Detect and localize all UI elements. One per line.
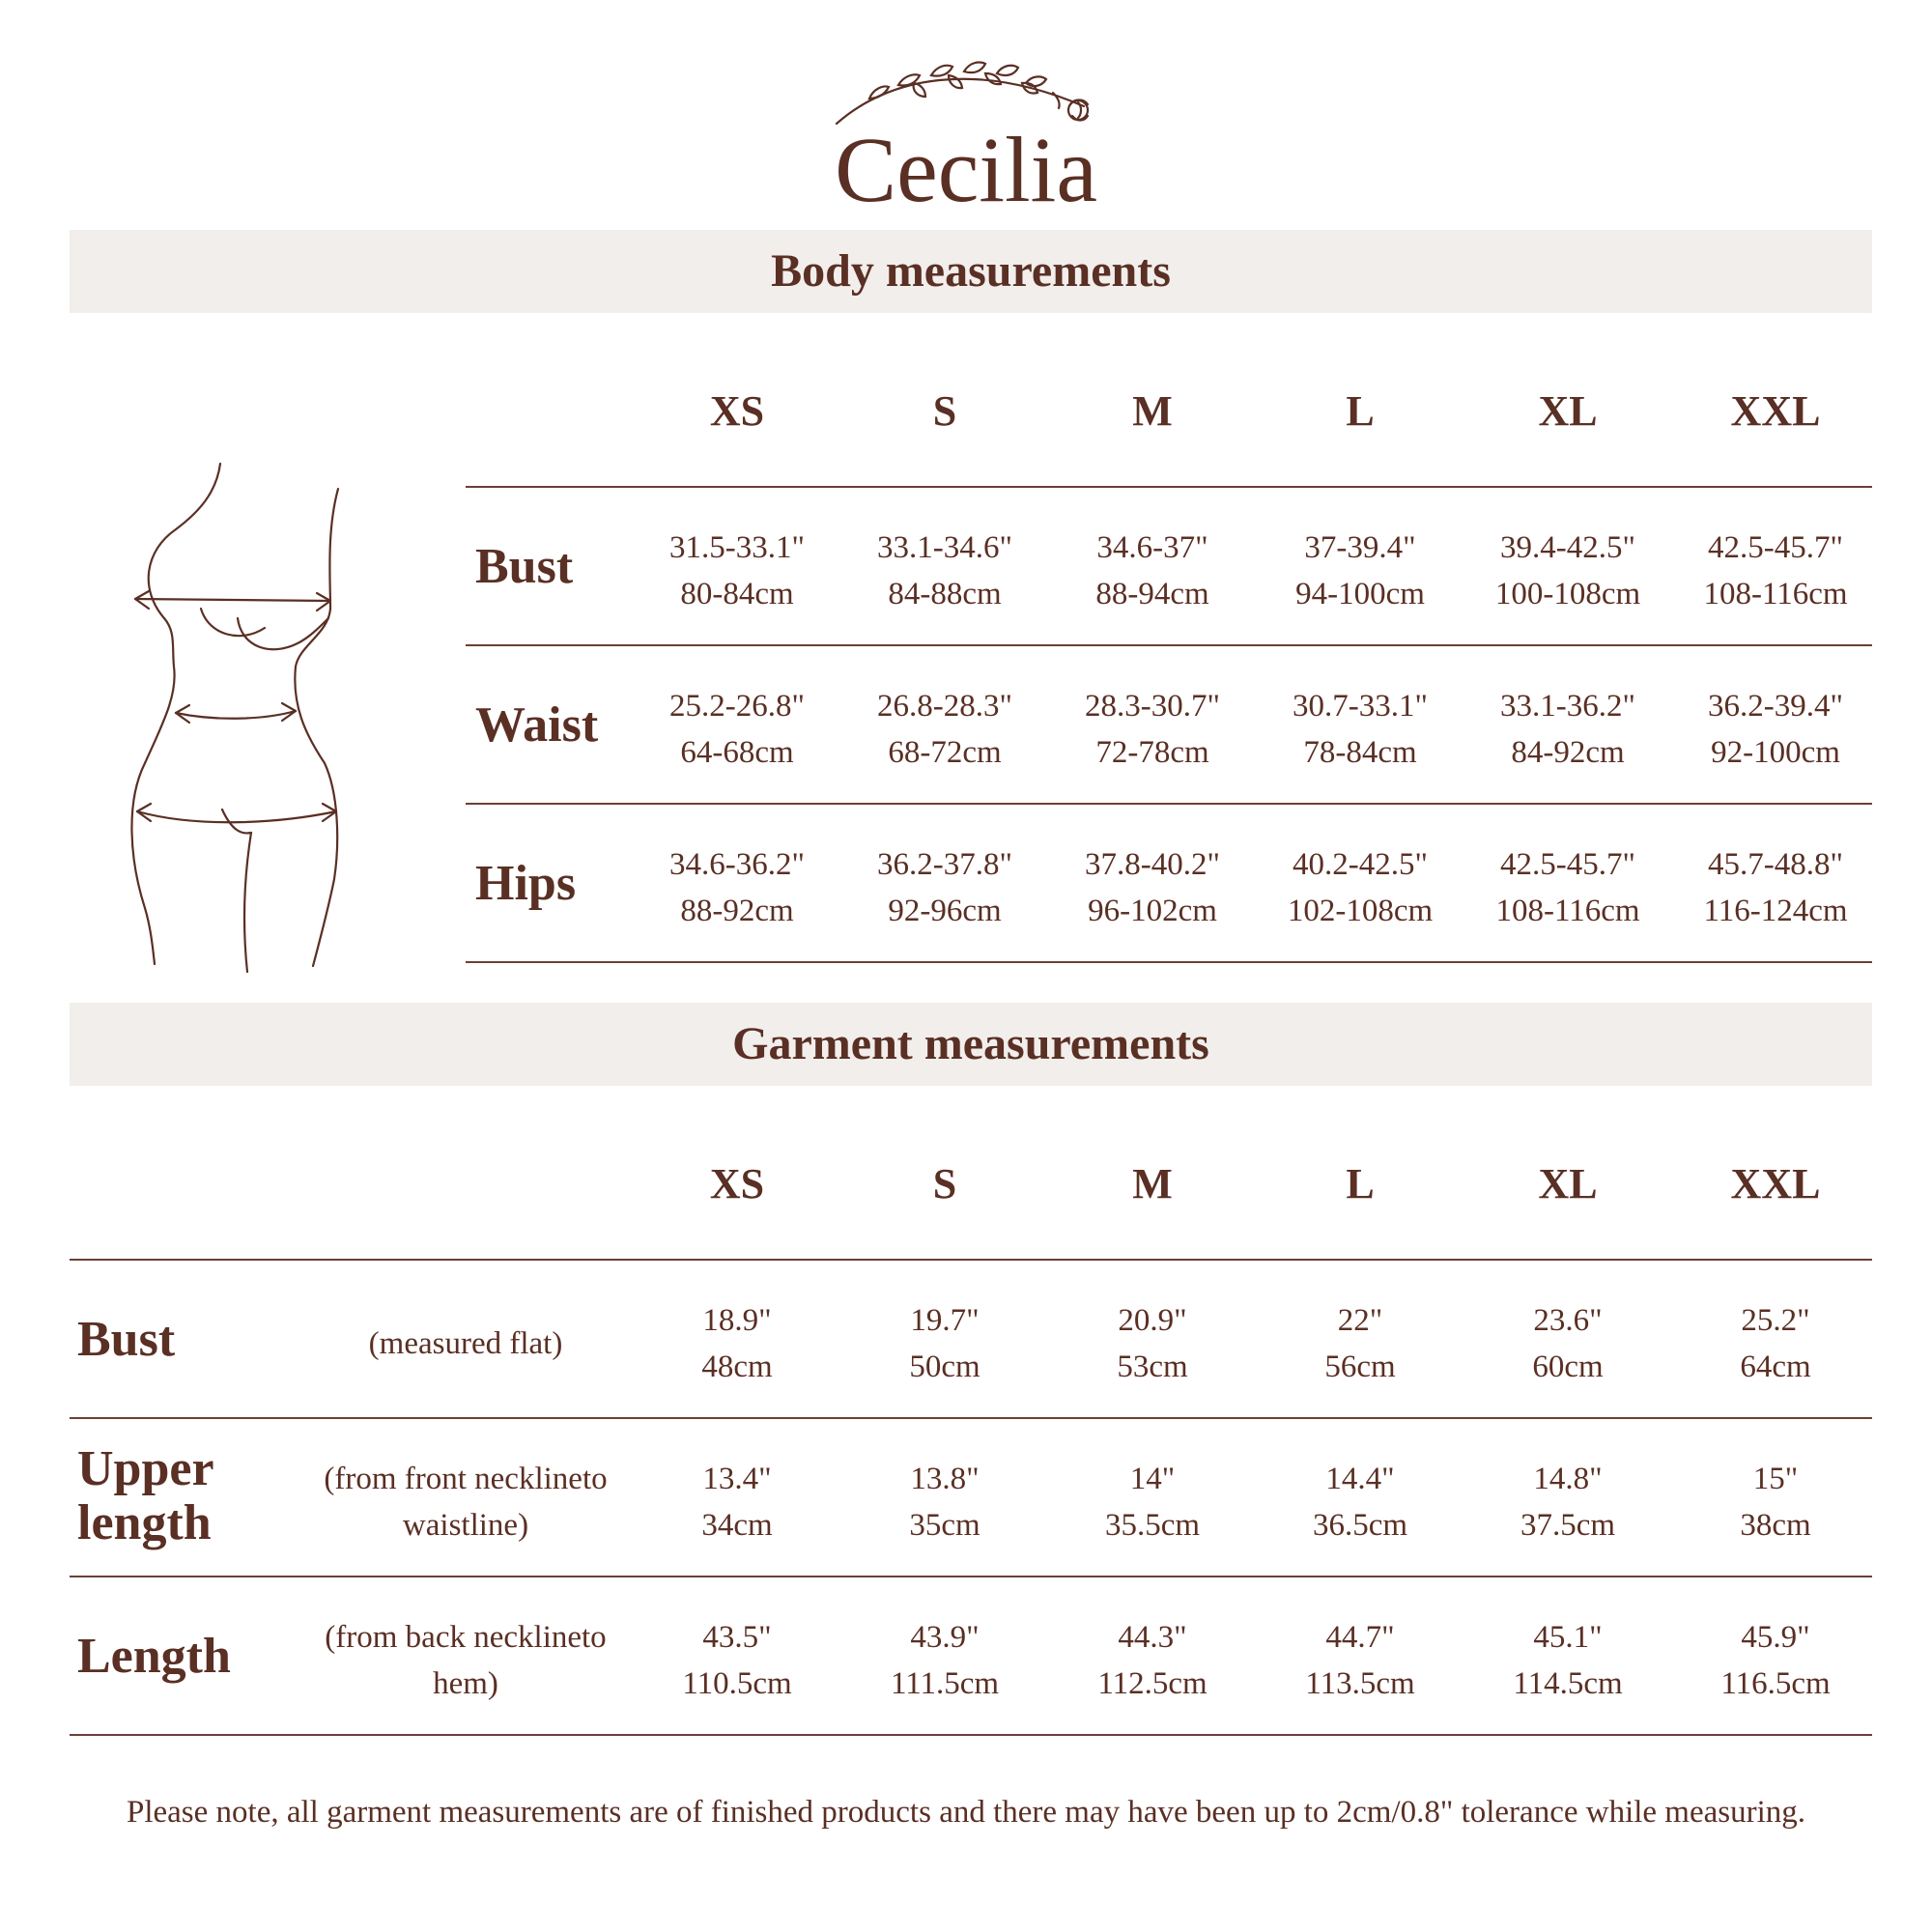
- table-cell: 39.4-42.5" 100-108cm: [1494, 530, 1641, 611]
- row-note: (from front necklineto waistline): [324, 1462, 608, 1543]
- table-rule: [466, 486, 1872, 488]
- table-cell: 45.7-48.8" 116-124cm: [1703, 847, 1848, 928]
- body-section-title: Body measurements: [70, 230, 1872, 313]
- row-label-bust: Bust: [77, 1312, 176, 1367]
- size-header-xs: XS: [709, 1160, 765, 1208]
- table-cell: 22" 56cm: [1324, 1303, 1396, 1384]
- table-cell: 13.8" 35cm: [909, 1462, 980, 1543]
- table-rule: [70, 1259, 1872, 1261]
- table-cell: 37.8-40.2" 96-102cm: [1085, 847, 1220, 928]
- table-cell: 18.9" 48cm: [701, 1303, 773, 1384]
- table-cell: 40.2-42.5" 102-108cm: [1287, 847, 1434, 928]
- row-note: (measured flat): [368, 1326, 563, 1361]
- table-cell: 14.8" 37.5cm: [1520, 1462, 1616, 1543]
- table-cell: 26.8-28.3" 68-72cm: [877, 689, 1012, 770]
- table-rule: [466, 644, 1872, 646]
- table-cell: 15" 38cm: [1740, 1462, 1811, 1543]
- table-rule: [466, 803, 1872, 805]
- table-cell: 43.9" 111.5cm: [890, 1620, 1000, 1701]
- footnote: Please note, all garment measurements are of finished products and there may have been up to 2cm/0.8" tolerance while measuring.: [126, 1795, 1806, 1830]
- size-header-xl: XL: [1538, 387, 1598, 435]
- table-cell: 30.7-33.1" 78-84cm: [1293, 689, 1428, 770]
- table-cell: 25.2" 64cm: [1740, 1303, 1811, 1384]
- table-cell: 45.9" 116.5cm: [1720, 1620, 1831, 1701]
- table-cell: 43.5" 110.5cm: [682, 1620, 792, 1701]
- size-header-s: S: [932, 1160, 957, 1208]
- table-cell: 34.6-37" 88-94cm: [1095, 530, 1209, 611]
- size-header-xxl: XXL: [1730, 387, 1821, 435]
- size-header-xs: XS: [709, 387, 765, 435]
- table-cell: 42.5-45.7" 108-116cm: [1703, 530, 1848, 611]
- row-label-length: Length: [77, 1629, 231, 1684]
- row-label-bust: Bust: [475, 539, 574, 594]
- table-rule: [70, 1576, 1872, 1577]
- table-rule: [70, 1734, 1872, 1736]
- table-cell: 19.7" 50cm: [909, 1303, 980, 1384]
- table-cell: 37-39.4" 94-100cm: [1295, 530, 1425, 611]
- table-cell: 44.7" 113.5cm: [1305, 1620, 1415, 1701]
- size-header-l: L: [1346, 387, 1375, 435]
- table-cell: 20.9" 53cm: [1117, 1303, 1188, 1384]
- table-cell: 31.5-33.1" 80-84cm: [669, 530, 805, 611]
- table-cell: 36.2-39.4" 92-100cm: [1708, 689, 1843, 770]
- body-silhouette-icon: [116, 454, 367, 976]
- row-label-waist: Waist: [475, 697, 599, 753]
- row-note: (from back necklineto hem): [325, 1620, 607, 1701]
- table-cell: 34.6-36.2" 88-92cm: [669, 847, 805, 928]
- table-cell: 42.5-45.7" 108-116cm: [1495, 847, 1640, 928]
- table-cell: 14" 35.5cm: [1104, 1462, 1201, 1543]
- brand-name: Cecilia: [835, 118, 1097, 221]
- table-cell: 33.1-34.6" 84-88cm: [877, 530, 1012, 611]
- garment-section-title: Garment measurements: [70, 1003, 1872, 1086]
- table-cell: 25.2-26.8" 64-68cm: [669, 689, 805, 770]
- size-header-m: M: [1132, 387, 1173, 435]
- table-rule: [466, 961, 1872, 963]
- size-header-s: S: [932, 387, 957, 435]
- size-header-m: M: [1132, 1160, 1173, 1208]
- table-cell: 23.6" 60cm: [1532, 1303, 1604, 1384]
- table-cell: 45.1" 114.5cm: [1513, 1620, 1623, 1701]
- table-cell: 33.1-36.2" 84-92cm: [1500, 689, 1635, 770]
- table-cell: 28.3-30.7" 72-78cm: [1085, 689, 1220, 770]
- table-cell: 44.3" 112.5cm: [1097, 1620, 1208, 1701]
- size-header-xxl: XXL: [1730, 1160, 1821, 1208]
- table-cell: 36.2-37.8" 92-96cm: [877, 847, 1012, 928]
- size-header-l: L: [1346, 1160, 1375, 1208]
- size-header-xl: XL: [1538, 1160, 1598, 1208]
- row-label-upper-length: Upper length: [77, 1441, 214, 1550]
- table-rule: [70, 1417, 1872, 1419]
- row-label-hips: Hips: [475, 856, 577, 911]
- table-cell: 14.4" 36.5cm: [1312, 1462, 1408, 1543]
- table-cell: 13.4" 34cm: [701, 1462, 773, 1543]
